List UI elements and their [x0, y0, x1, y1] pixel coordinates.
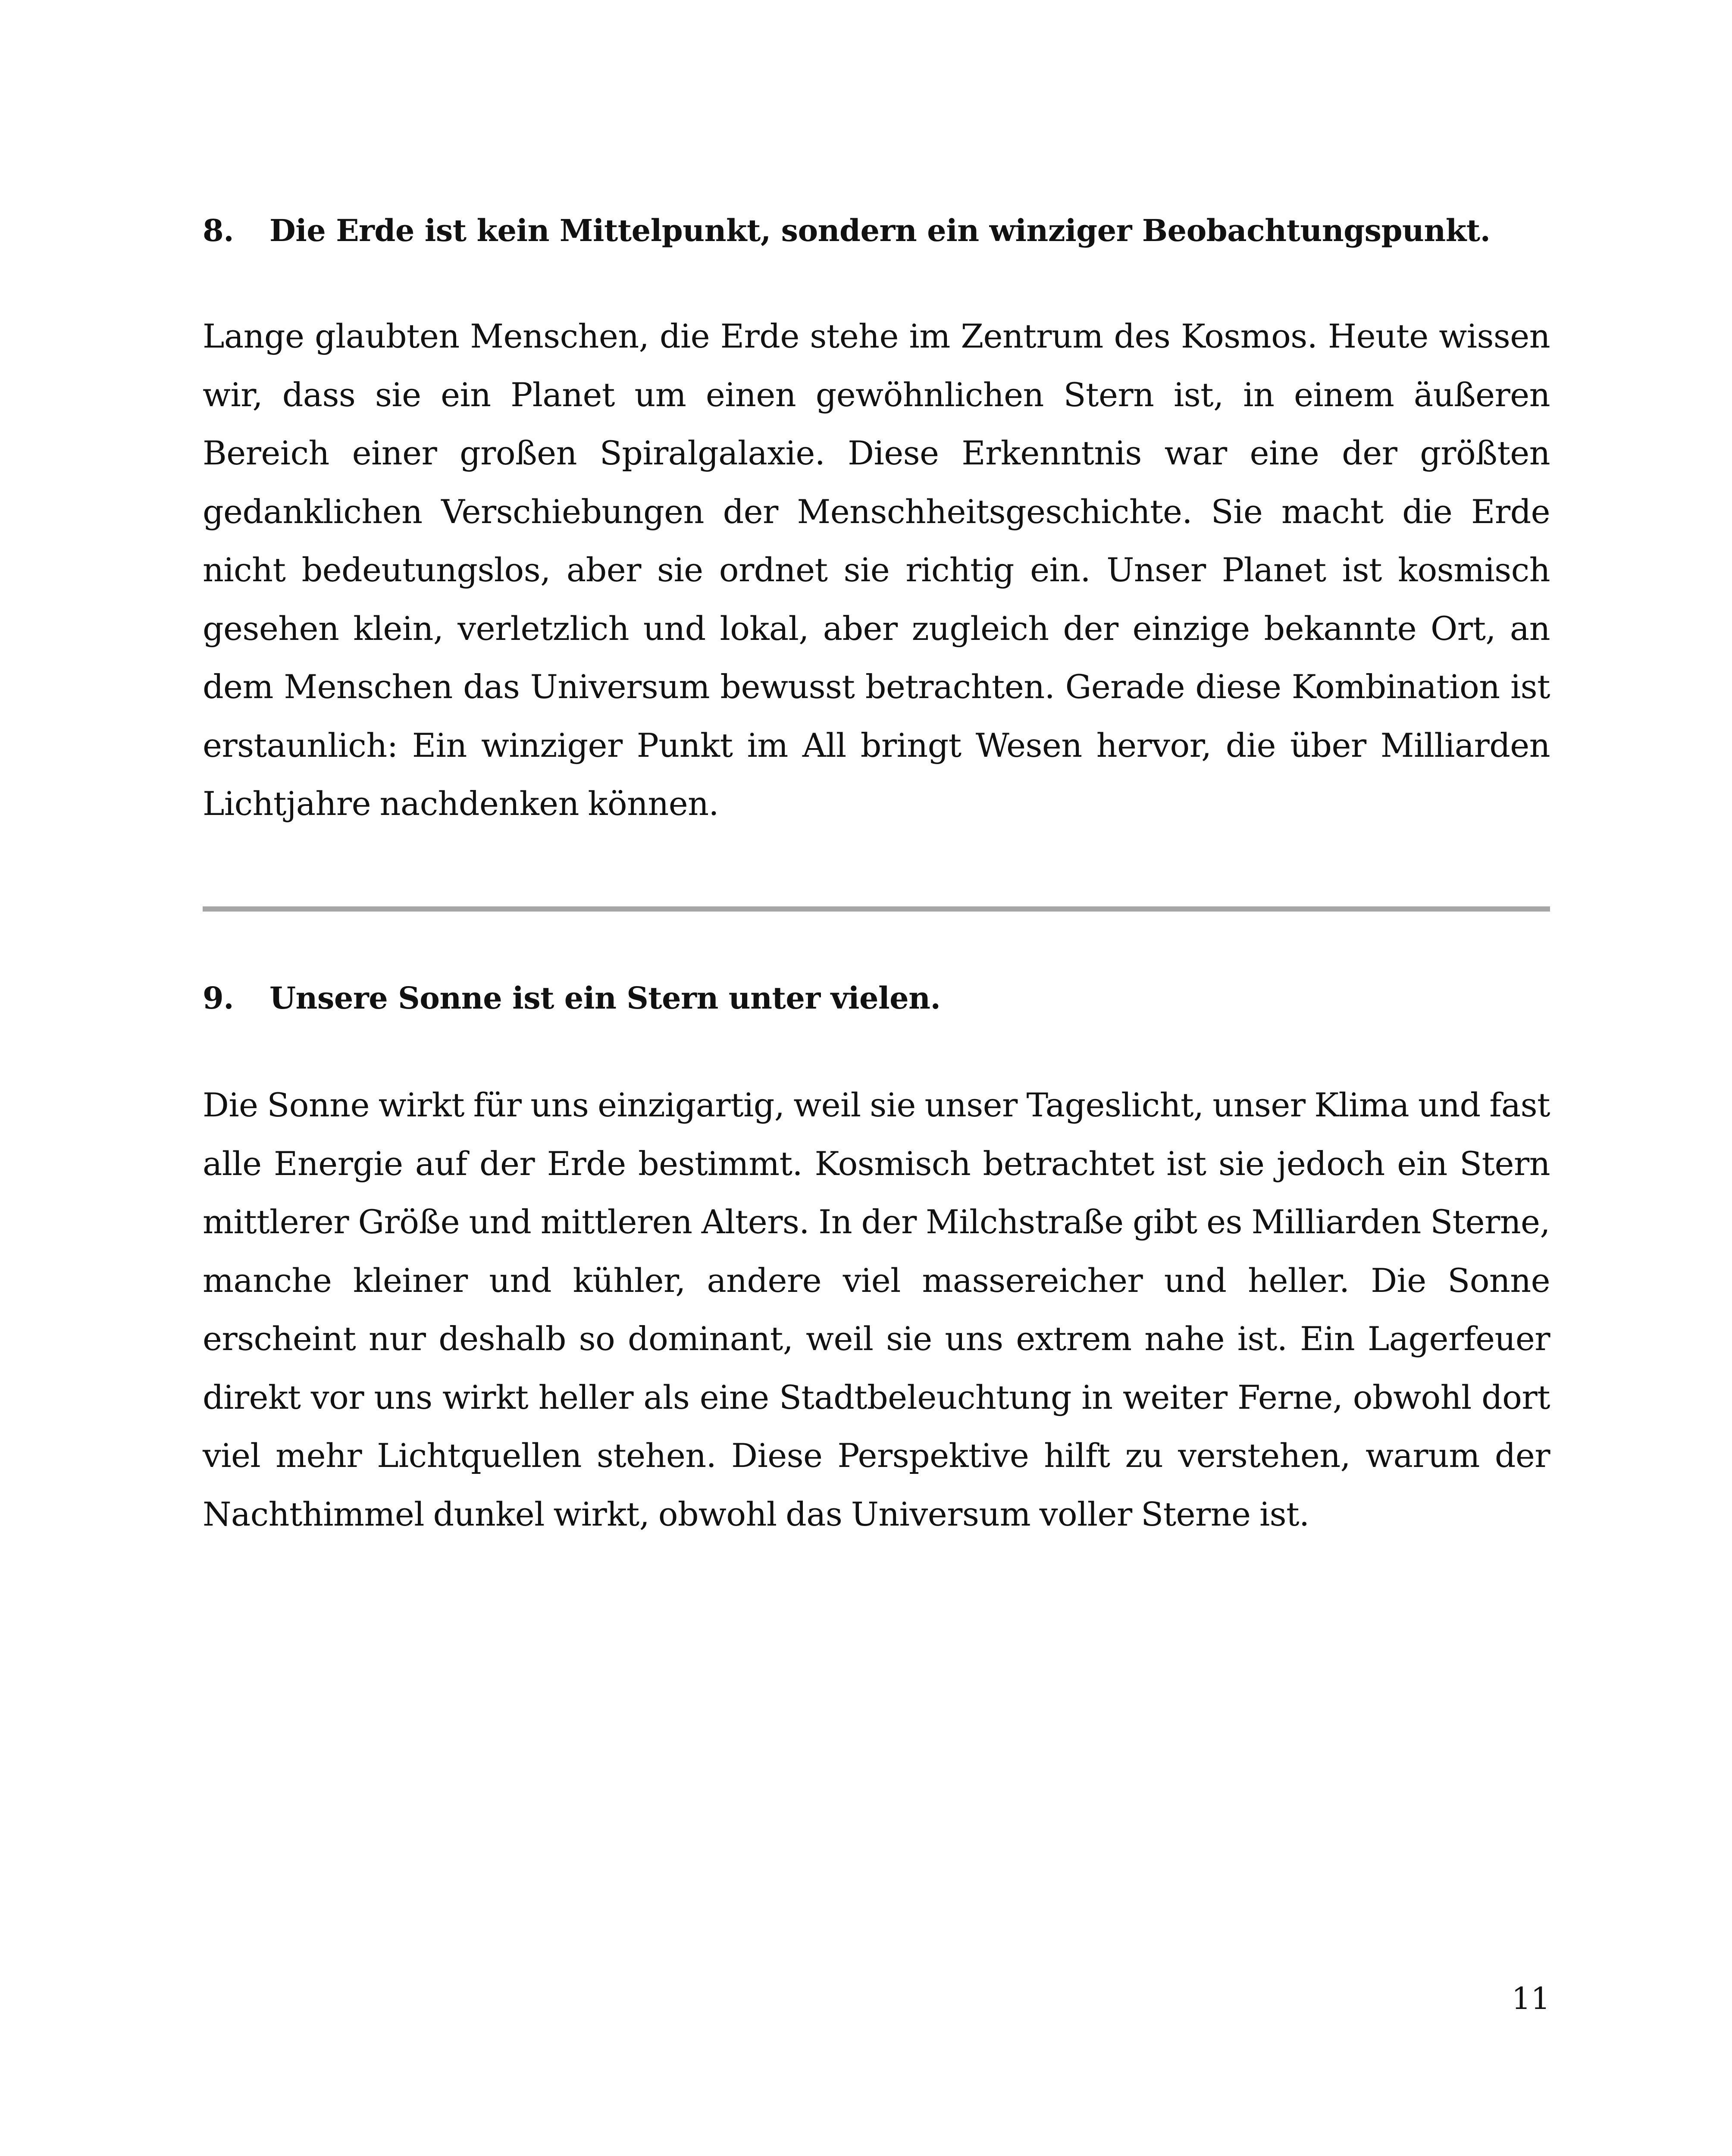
section-number: 8.: [203, 213, 234, 248]
section-heading-8: [203, 211, 1550, 250]
section-body-8: Lange glaubten Menschen, die Erde stehe im Zentrum des Kosmos. Heute wissen wir, dass sie ein Planet um einen gewöhnlichen Stern ist, in einem äußeren Bereich einer großen Spiralgalaxie. Diese Erkenntnis war eine der größten gedanklichen Verschiebungen der Menschheitsgeschichte. Sie macht die Erde nicht bedeutungslos, aber sie ordnet sie richtig ein. Unser Planet ist kosmisch gesehen klein, verletzlich und lokal, aber zugleich der einzige bekannte Ort, an dem Menschen das Universum bewusst betrachten. Gerade diese Kombination ist erstaunlich: Ein winziger Punkt im All bringt Wesen hervor, die über Milliarden Lichtjahre nachdenken können.: [203, 317, 1550, 823]
section-number: 9.: [203, 980, 234, 1016]
section-title: Die Erde ist kein Mittelpunkt, sondern ein winziger Beobachtungspunkt.: [269, 213, 1491, 248]
section-heading-9: [203, 979, 1550, 1018]
section-title: Unsere Sonne ist ein Stern unter vielen.: [269, 980, 941, 1016]
section-body-9: Die Sonne wirkt für uns einzigartig, weil sie unser Tageslicht, unser Klima und fast alle Energie auf der Erde bestimmt. Kosmisch betrachtet ist sie jedoch ein Stern mittlerer Größe und mittleren Alters. In der Milchstraße gibt es Milliarden Sterne, manche kleiner und kühler, andere viel massereicher und heller. Die Sonne erscheint nur deshalb so dominant, weil sie uns extrem nahe ist. Ein Lagerfeuer direkt vor uns wirkt heller als eine Stadtbeleuchtung in weiter Ferne, obwohl dort viel mehr Lichtquellen stehen. Diese Perspektive hilft zu verstehen, warum der Nachthimmel dunkel wirkt, obwohl das Universum voller Sterne ist.: [203, 1086, 1550, 1533]
page-number: 11: [1511, 1981, 1550, 2016]
horizontal-divider: [203, 906, 1550, 912]
